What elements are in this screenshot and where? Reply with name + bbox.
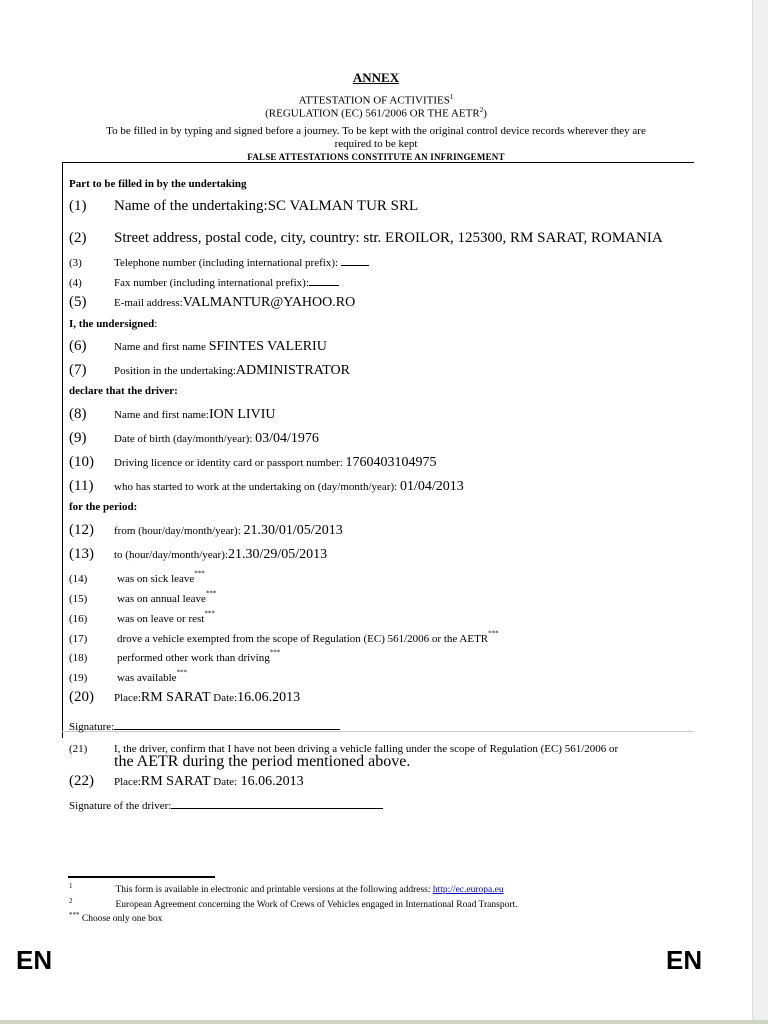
- top-rule: [62, 162, 694, 163]
- address-value: str. EROILOR, 125300, RM SARAT, ROMANIA: [363, 230, 663, 246]
- footnote-3: [69, 911, 162, 924]
- footnote-text: European Agreement concerning the Work of Crews of Vehicles engaged in International Road Transport.: [115, 900, 518, 911]
- field-row-12: [69, 521, 343, 539]
- footnote-mark: 2: [69, 897, 73, 905]
- period-to-value: 21.30/29/05/2013: [227, 547, 328, 562]
- field-label: Telephone number (including international prefix):: [114, 257, 341, 269]
- section-undersigned: I, the undersigned:: [69, 318, 158, 330]
- footnote-text: Choose only one box: [79, 914, 163, 925]
- footnote-mark: ***: [269, 648, 281, 657]
- field-label: was on leave or rest: [117, 613, 205, 625]
- field-number: (19): [69, 672, 88, 684]
- footnote-mark: 1: [69, 882, 73, 890]
- date-value: 16.06.2013: [237, 774, 304, 789]
- driver-confirmation-line-1: I, the driver, confirm that I have not been driving a vehicle falling under the scope of Regulation (EC) 561/2006 or: [114, 743, 619, 755]
- field-label: was on sick leave: [117, 573, 195, 585]
- signature-row: [69, 717, 340, 735]
- field-row-19: [69, 668, 187, 686]
- left-rule: [62, 162, 63, 738]
- driver-name-value: ION LIVIU: [209, 407, 276, 422]
- field-row-17: [69, 629, 499, 647]
- undertaking-name-value: SC VALMAN TUR SRL: [267, 198, 419, 214]
- period-from-value: 21.30/01/05/2013: [243, 523, 343, 538]
- field-number: (2): [69, 230, 87, 246]
- field-row-8: [69, 405, 275, 423]
- language-code-right: EN: [666, 945, 703, 975]
- field-number: (6): [69, 338, 87, 354]
- field-label: from (hour/day/month/year):: [114, 525, 244, 537]
- footnote-mark: ***: [488, 629, 499, 638]
- field-row-10: [69, 453, 437, 471]
- field-number: (9): [69, 430, 87, 446]
- form-title: ATTESTATION OF ACTIVITIES$^1$: [298, 93, 454, 107]
- field-row-5: [69, 293, 355, 311]
- field-number: (12): [69, 522, 94, 538]
- field-label: to (hour/day/month/year):: [114, 549, 228, 561]
- fax-blank: [309, 285, 339, 286]
- regulation-line: (REGULATION (EC) 561/2006 OR THE AETR$^2$): [265, 106, 487, 120]
- field-number: (14): [69, 573, 88, 585]
- place-label: Place:: [114, 692, 141, 704]
- field-row-20: [69, 688, 300, 706]
- field-number: (18): [69, 652, 88, 664]
- id-number-value: 1760403104975: [345, 455, 437, 470]
- field-label: Position in the undertaking:: [114, 365, 236, 377]
- driver-signature-label: Signature of the driver:: [69, 800, 172, 812]
- field-label: drove a vehicle exempted from the scope of Regulation (EC) 561/2006 or the AETR: [117, 633, 489, 645]
- footnote-text: This form is available in electronic and printable versions at the following address:: [115, 885, 433, 896]
- field-number: (4): [69, 277, 82, 289]
- footnote-mark: ***: [176, 668, 188, 677]
- field-number: (15): [69, 593, 88, 605]
- footnote-1: [69, 882, 504, 895]
- field-number: (13): [69, 546, 94, 562]
- section-period: for the period:: [69, 501, 138, 513]
- field-number: (3): [69, 257, 82, 269]
- telephone-blank: [341, 265, 369, 266]
- field-label: Fax number (including international prefix):: [114, 277, 309, 289]
- field-row-7: [69, 361, 350, 379]
- driver-confirmation-line-2: the AETR during the period mentioned above.: [114, 753, 411, 770]
- footnote-mark: ***: [69, 911, 80, 919]
- birth-date-value: 03/04/1976: [255, 431, 319, 446]
- field-number: (1): [69, 198, 87, 214]
- field-row-16: [69, 609, 215, 627]
- field-row-2: [69, 229, 663, 247]
- field-number: (7): [69, 362, 87, 378]
- signature-label: Signature:: [69, 721, 115, 733]
- place-value: RM SARAT: [140, 774, 211, 789]
- field-row-15: [69, 589, 216, 607]
- field-label: Street address, postal code, city, country:: [114, 230, 364, 246]
- field-number: (20): [69, 689, 94, 705]
- instruction-line-1: To be filled in by typing and signed before a journey. To be kept with the original control device records wherever they are: [106, 125, 646, 137]
- page-bottom-edge: [0, 1020, 768, 1024]
- language-code-left: EN: [16, 945, 53, 975]
- field-row-4: [69, 273, 339, 291]
- signatory-name-value: SFINTES VALERIU: [208, 339, 327, 354]
- signature-line: [114, 729, 340, 730]
- infringement-warning: FALSE ATTESTATIONS CONSTITUTE AN INFRINGEMENT: [247, 152, 505, 162]
- field-number: (11): [69, 478, 94, 494]
- field-label: Driving licence or identity card or passport number:: [114, 457, 346, 469]
- field-label: Date of birth (day/month/year):: [114, 433, 256, 445]
- field-number: (16): [69, 613, 88, 625]
- field-label: E-mail address:: [114, 297, 183, 309]
- driver-signature-row: [69, 796, 383, 814]
- section-driver: declare that the driver:: [69, 385, 178, 397]
- field-label: Name and first name:: [114, 409, 209, 421]
- field-row-22: [69, 772, 304, 790]
- place-value: RM SARAT: [140, 690, 211, 705]
- date-value: 16.06.2013: [237, 690, 301, 705]
- date-label: Date:: [210, 692, 238, 704]
- annex-heading: ANNEX: [352, 70, 400, 85]
- date-label: Date:: [210, 776, 238, 788]
- driver-signature-line: [171, 808, 383, 809]
- position-value: ADMINISTRATOR: [235, 363, 351, 378]
- field-row-6: [69, 337, 327, 355]
- field-label: Name of the undertaking:: [114, 198, 268, 214]
- field-label: was on annual leave: [117, 593, 206, 605]
- footnote-mark: ***: [204, 609, 215, 618]
- instruction-line-2: required to be kept: [334, 138, 418, 150]
- scrollbar-track[interactable]: [752, 0, 768, 1024]
- footnote-mark: ***: [194, 569, 205, 578]
- field-row-13: [69, 545, 327, 563]
- field-number: (8): [69, 406, 87, 422]
- footnote-mark: ***: [205, 589, 217, 598]
- field-number: (22): [69, 773, 94, 789]
- place-label: Place:: [114, 776, 141, 788]
- email-value: VALMANTUR@YAHOO.RO: [182, 295, 356, 310]
- start-date-value: 01/04/2013: [399, 479, 464, 494]
- field-number: (5): [69, 294, 87, 310]
- field-label: performed other work than driving: [117, 652, 270, 664]
- field-row-3: [69, 253, 369, 271]
- field-label: was available: [117, 672, 177, 684]
- field-label: Name and first name: [114, 341, 209, 353]
- field-row-9: [69, 429, 319, 447]
- field-row-11: [69, 477, 464, 495]
- field-number: (17): [69, 633, 88, 645]
- field-number: (21): [69, 743, 88, 755]
- field-number: (10): [69, 454, 94, 470]
- footnote-rule: [68, 876, 215, 878]
- field-label: who has started to work at the undertaking on (day/month/year):: [114, 481, 400, 493]
- footnote-2: [69, 897, 518, 910]
- field-row-14: [69, 569, 205, 587]
- field-row-18: [69, 648, 280, 666]
- ec-europa-link[interactable]: http://ec.europa.eu: [432, 885, 504, 896]
- field-row-1: [69, 197, 418, 215]
- section-undertaking: Part to be filled in by the undertaking: [69, 178, 247, 190]
